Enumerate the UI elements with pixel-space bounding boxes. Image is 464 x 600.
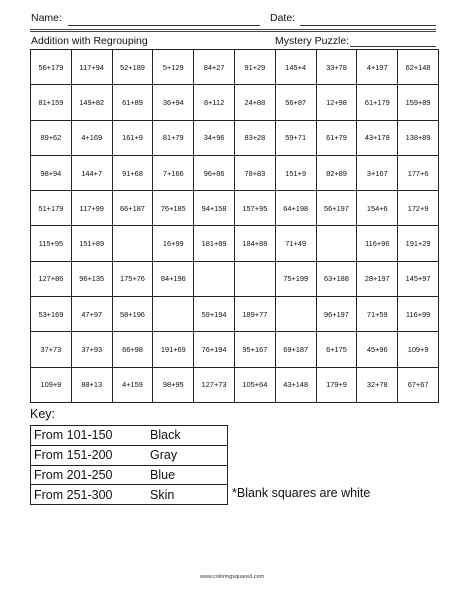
- grid-cell: 161+9: [112, 120, 153, 155]
- grid-cell: 16+99: [153, 226, 194, 261]
- key-color: Black: [150, 426, 228, 446]
- grid-cell: 28+197: [357, 261, 398, 296]
- grid-cell: 172+9: [398, 191, 439, 226]
- header-rule-2: [30, 31, 436, 32]
- grid-cell: 98+94: [31, 155, 72, 190]
- key-row: [31, 485, 228, 505]
- grid-cell: 4+169: [71, 120, 112, 155]
- key-range: From 201-250: [31, 465, 151, 485]
- key-row: [31, 426, 228, 446]
- date-line: [300, 25, 436, 26]
- grid-cell: 179+9: [316, 367, 357, 402]
- grid-cell: 53+169: [31, 297, 72, 332]
- grid-cell: 62+148: [398, 50, 439, 85]
- grid-cell: 175+76: [112, 261, 153, 296]
- grid-cell: 37+73: [31, 332, 72, 367]
- grid-cell: 78+83: [234, 155, 275, 190]
- problem-grid: [30, 49, 439, 403]
- header-rule: [30, 29, 436, 30]
- grid-cell: 45+96: [357, 332, 398, 367]
- grid-cell: 58+196: [112, 297, 153, 332]
- key-color: Skin: [150, 485, 228, 505]
- grid-cell: 159+89: [398, 85, 439, 120]
- grid-cell: 154+6: [357, 191, 398, 226]
- grid-cell: 66+98: [112, 332, 153, 367]
- grid-cell: 8+112: [194, 85, 235, 120]
- key-range: From 151-200: [31, 445, 151, 465]
- grid-cell: 151+89: [71, 226, 112, 261]
- grid-cell: 127+73: [194, 367, 235, 402]
- mystery-puzzle-label: Mystery Puzzle:: [275, 35, 350, 47]
- grid-cell: 64+198: [275, 191, 316, 226]
- worksheet-title: Addition with Regrouping: [31, 35, 148, 47]
- grid-cell: 63+188: [316, 261, 357, 296]
- grid-cell: 67+67: [398, 367, 439, 402]
- grid-cell: [112, 226, 153, 261]
- grid-cell: 4+197: [357, 50, 398, 85]
- grid-cell: 95+167: [234, 332, 275, 367]
- grid-cell: [194, 261, 235, 296]
- grid-cell: 145+97: [398, 261, 439, 296]
- key-range: From 251-300: [31, 485, 151, 505]
- grid-row: [31, 332, 439, 367]
- name-line: [68, 25, 260, 26]
- grid-cell: 117+99: [71, 191, 112, 226]
- grid-row: [31, 226, 439, 261]
- grid-cell: 181+89: [194, 226, 235, 261]
- grid-row: [31, 120, 439, 155]
- grid-cell: 7+166: [153, 155, 194, 190]
- grid-cell: 75+199: [275, 261, 316, 296]
- grid-cell: 98+95: [153, 367, 194, 402]
- grid-cell: 24+88: [234, 85, 275, 120]
- blank-squares-note: *Blank squares are white: [232, 486, 371, 500]
- grid-cell: 88+13: [71, 367, 112, 402]
- grid-cell: 59+194: [194, 297, 235, 332]
- grid-cell: 43+178: [357, 120, 398, 155]
- grid-cell: 144+7: [71, 155, 112, 190]
- grid-cell: [234, 261, 275, 296]
- grid-cell: 71+49: [275, 226, 316, 261]
- grid-cell: 127+86: [31, 261, 72, 296]
- grid-row: [31, 155, 439, 190]
- key-row: [31, 445, 228, 465]
- grid-cell: 56+197: [316, 191, 357, 226]
- grid-cell: 34+96: [194, 120, 235, 155]
- key-color: Blue: [150, 465, 228, 485]
- grid-cell: 61+89: [112, 85, 153, 120]
- grid-cell: [153, 297, 194, 332]
- grid-cell: 96+197: [316, 297, 357, 332]
- mystery-puzzle-line: [350, 46, 436, 47]
- grid-cell: 116+96: [357, 226, 398, 261]
- grid-row: [31, 85, 439, 120]
- grid-cell: 151+9: [275, 155, 316, 190]
- grid-cell: 89+62: [31, 120, 72, 155]
- grid-cell: 61+79: [316, 120, 357, 155]
- grid-cell: 6+175: [316, 332, 357, 367]
- grid-cell: 94+158: [194, 191, 235, 226]
- grid-cell: 115+95: [31, 226, 72, 261]
- grid-cell: 82+89: [316, 155, 357, 190]
- grid-cell: [316, 226, 357, 261]
- grid-cell: 184+88: [234, 226, 275, 261]
- grid-cell: 138+89: [398, 120, 439, 155]
- grid-cell: 52+189: [112, 50, 153, 85]
- name-label: Name:: [31, 12, 62, 24]
- date-label: Date:: [270, 12, 296, 24]
- grid-cell: 3+167: [357, 155, 398, 190]
- key-row: [31, 465, 228, 485]
- key-color: Gray: [150, 445, 228, 465]
- grid-cell: 189+77: [234, 297, 275, 332]
- grid-cell: 47+97: [71, 297, 112, 332]
- grid-cell: 66+187: [112, 191, 153, 226]
- grid-cell: 145+4: [275, 50, 316, 85]
- grid-cell: 96+86: [194, 155, 235, 190]
- grid-cell: 81+159: [31, 85, 72, 120]
- grid-cell: 109+9: [398, 332, 439, 367]
- grid-cell: 56+87: [275, 85, 316, 120]
- grid-cell: 116+99: [398, 297, 439, 332]
- grid-cell: 84+27: [194, 50, 235, 85]
- grid-cell: 191+69: [153, 332, 194, 367]
- grid-cell: 61+179: [357, 85, 398, 120]
- grid-cell: 117+94: [71, 50, 112, 85]
- grid-cell: 69+187: [275, 332, 316, 367]
- grid-cell: 91+29: [234, 50, 275, 85]
- grid-cell: 109+9: [31, 367, 72, 402]
- grid-cell: 32+78: [357, 367, 398, 402]
- color-key: [30, 425, 228, 505]
- footer-url[interactable]: www.coloringsquared.com: [199, 574, 265, 580]
- grid-cell: 149+82: [71, 85, 112, 120]
- grid-cell: 33+78: [316, 50, 357, 85]
- grid-row: [31, 50, 439, 85]
- grid-cell: 83+28: [234, 120, 275, 155]
- key-range: From 101-150: [31, 426, 151, 446]
- grid-cell: 76+194: [194, 332, 235, 367]
- grid-row: [31, 261, 439, 296]
- grid-cell: 51+179: [31, 191, 72, 226]
- grid-row: [31, 191, 439, 226]
- grid-cell: 105+64: [234, 367, 275, 402]
- grid-cell: 191+29: [398, 226, 439, 261]
- grid-cell: 177+6: [398, 155, 439, 190]
- grid-cell: 91+68: [112, 155, 153, 190]
- grid-row: [31, 367, 439, 402]
- grid-cell: 36+94: [153, 85, 194, 120]
- grid-cell: 76+185: [153, 191, 194, 226]
- grid-cell: 56+179: [31, 50, 72, 85]
- grid-cell: 96+135: [71, 261, 112, 296]
- grid-cell: 43+148: [275, 367, 316, 402]
- grid-row: [31, 297, 439, 332]
- grid-cell: [275, 297, 316, 332]
- grid-cell: 37+93: [71, 332, 112, 367]
- grid-cell: 12+98: [316, 85, 357, 120]
- grid-cell: 4+159: [112, 367, 153, 402]
- grid-cell: 81+79: [153, 120, 194, 155]
- grid-cell: 84+196: [153, 261, 194, 296]
- grid-cell: 59+71: [275, 120, 316, 155]
- grid-cell: 71+59: [357, 297, 398, 332]
- grid-cell: 5+129: [153, 50, 194, 85]
- key-title: Key:: [30, 407, 56, 421]
- grid-cell: 157+95: [234, 191, 275, 226]
